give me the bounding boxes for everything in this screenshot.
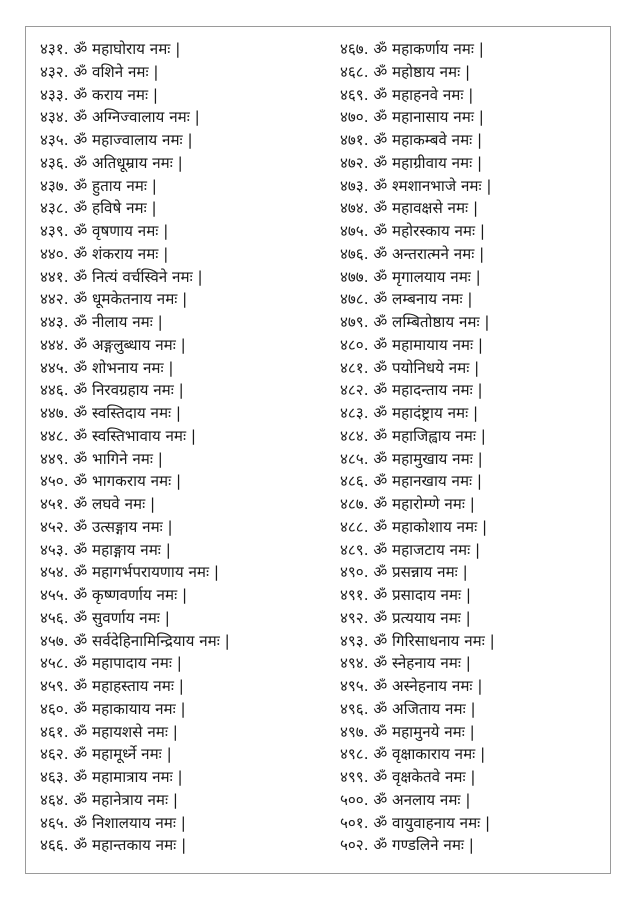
mantra-line: ४६६. ॐ महान्तकाय नमः | (40, 836, 187, 855)
mantra-line: ४९१. ॐ प्रसादाय नमः | (340, 586, 472, 604)
mantra-line: ४५५. ॐ कृष्णवर्णाय नमः | (40, 586, 188, 604)
mantra-line: ४५९. ॐ महाहस्ताय नमः | (40, 677, 184, 695)
mantra-line: ४७८. ॐ लम्बनाय नमः | (340, 290, 473, 309)
left-column (40, 38, 230, 857)
mantra-line: ४९४. ॐ स्नेहनाय नमः | (340, 654, 471, 673)
mantra-line: ४३७. ॐ हुताय नमः | (40, 176, 157, 195)
mantra-line: ४६२. ॐ महामूर्ध्ने नमः | (40, 745, 172, 764)
mantra-line: ४५३. ॐ महाङ्गाय नमः | (40, 540, 171, 559)
mantra-line: ४८७. ॐ महारोम्णे नमः | (340, 495, 475, 513)
mantra-line: ४३१. ॐ महाघोराय नमः | (40, 40, 181, 58)
mantra-line: ४९२. ॐ प्रत्ययाय नमः | (340, 608, 471, 627)
mantra-line: ४९७. ॐ महामुनये नमः | (340, 722, 475, 741)
mantra-line: ४५०. ॐ भागकराय नमः | (40, 472, 182, 491)
mantra-line: ४७०. ॐ महानासाय नमः | (340, 108, 484, 127)
mantra-line: ४३४. ॐ अग्निज्वालाय नमः | (40, 108, 200, 127)
mantra-line: ४९९. ॐ वृक्षकेतवे नमः | (340, 768, 476, 786)
mantra-line: ४७२. ॐ महाग्रीवाय नमः | (340, 153, 483, 172)
mantra-line: ४६०. ॐ महाकायाय नमः | (40, 699, 186, 718)
mantra-line: ४९८. ॐ वृक्षाकाराय नमः | (340, 745, 486, 764)
right-column (340, 38, 495, 857)
mantra-line: ४४९. ॐ भागिने नमः | (40, 449, 163, 468)
mantra-line: ४८०. ॐ महामायाय नमः | (340, 335, 484, 354)
mantra-line: ४७१. ॐ महाकम्बवे नमः | (340, 131, 483, 149)
mantra-line: ४६३. ॐ महामात्राय नमः | (40, 768, 183, 786)
mantra-line: ४६७. ॐ महाकर्णाय नमः | (340, 40, 484, 58)
mantra-line: ४८५. ॐ महामुखाय नमः | (340, 449, 483, 468)
mantra-line: ४५१. ॐ लघवे नमः | (40, 495, 156, 513)
mantra-line: ४४३. ॐ नीलाय नमः | (40, 313, 163, 331)
mantra-line: ४५८. ॐ महापादाय नमः | (40, 654, 182, 673)
mantra-line: ४६४. ॐ महानेत्राय नमः | (40, 790, 179, 809)
mantra-line: ४६५. ॐ निशालयाय नमः | (40, 813, 186, 832)
mantra-line: ४७५. ॐ महोरस्काय नमः | (340, 222, 485, 240)
mantra-line: ४४५. ॐ शोभनाय नमः | (40, 358, 174, 377)
mantra-line: ५०१. ॐ वायुवाहनाय नमः | (340, 813, 491, 832)
mantra-line: ४४१. ॐ नित्यं वर्चस्विने नमः | (40, 267, 203, 286)
mantra-line: ५०२. ॐ गण्डलिने नमः | (340, 836, 474, 855)
mantra-line: ४८८. ॐ महाकोशाय नमः | (340, 517, 488, 536)
mantra-line: ४७७. ॐ मृगालयाय नमः | (340, 267, 481, 286)
mantra-line: ४३२. ॐ वशिने नमः | (40, 62, 159, 81)
mantra-line: ४५२. ॐ उत्सङ्गाय नमः | (40, 517, 173, 536)
mantra-line: ४५६. ॐ सुवर्णाय नमः | (40, 608, 170, 627)
mantra-line: ४७४. ॐ महावक्षसे नमः | (340, 199, 479, 218)
mantra-line: ४४२. ॐ धूमकेतनाय नमः | (40, 290, 188, 309)
mantra-line: ४६८. ॐ महोष्ठाय नमः | (340, 62, 471, 81)
mantra-line: ४४४. ॐ अङ्गलुब्धाय नमः | (40, 335, 186, 354)
mantra-line: ४८४. ॐ महाजिह्वाय नमः | (340, 426, 486, 445)
mantra-line: ४६१. ॐ महायशसे नमः | (40, 722, 178, 741)
mantra-line: ५००. ॐ अनलाय नमः | (340, 790, 471, 809)
mantra-line: ४९६. ॐ अजिताय नमः | (340, 699, 476, 718)
mantra-line: ४३९. ॐ वृषणाय नमः | (40, 222, 169, 240)
mantra-line: ४८९. ॐ महाजटाय नमः | (340, 540, 481, 559)
mantra-line: ४३३. ॐ कराय नमः | (40, 85, 158, 104)
mantra-line: ४७६. ॐ अन्तरात्मने नमः | (340, 244, 485, 263)
mantra-line: ४४६. ॐ निरवग्रहाय नमः | (40, 381, 184, 400)
mantra-line: ४९०. ॐ प्रसन्नाय नमः | (340, 563, 468, 582)
mantra-line: ४९३. ॐ गिरिसाधनाय नमः | (340, 631, 495, 650)
mantra-line: ४४०. ॐ शंकराय नमः | (40, 244, 169, 263)
mantra-line: ४५४. ॐ महागर्भपरायणाय नमः | (40, 563, 219, 582)
mantra-line: ४६९. ॐ महाहनवे नमः | (340, 85, 474, 104)
mantra-line: ४४७. ॐ स्वस्तिदाय नमः | (40, 404, 182, 422)
mantra-line: ४८६. ॐ महानखाय नमः | (340, 472, 483, 491)
mantra-line: ४३८. ॐ हविषे नमः | (40, 199, 157, 218)
mantra-line: ४५७. ॐ सर्वदेहिनामिन्द्रियाय नमः | (40, 631, 230, 650)
mantra-line: ४३६. ॐ अतिधूम्राय नमः | (40, 153, 183, 172)
mantra-line: ४४८. ॐ स्वस्तिभावाय नमः | (40, 426, 197, 445)
mantra-line: ४८२. ॐ महादन्ताय नमः | (340, 381, 483, 400)
mantra-line: ४७९. ॐ लम्बितोष्ठाय नमः | (340, 313, 490, 331)
page-border (25, 26, 611, 874)
mantra-line: ४८१. ॐ पयोनिधये नमः | (340, 358, 480, 377)
mantra-line: ४७३. ॐ श्मशानभाजे नमः | (340, 176, 492, 195)
mantra-line: ४३५. ॐ महाज्वालाय नमः | (40, 131, 193, 149)
mantra-line: ४८३. ॐ महादंष्ट्राय नमः | (340, 404, 479, 422)
mantra-line: ४९५. ॐ अस्नेहनाय नमः | (340, 677, 483, 695)
